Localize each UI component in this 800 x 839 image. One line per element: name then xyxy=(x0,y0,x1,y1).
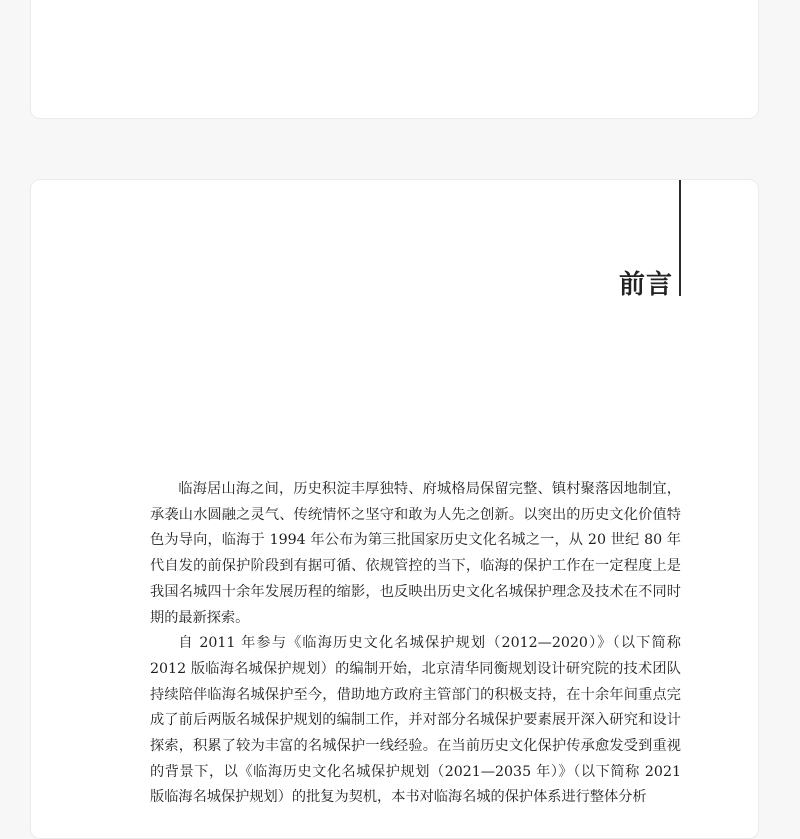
document-page xyxy=(30,179,759,839)
heading-vertical-rule xyxy=(679,180,681,296)
paragraph-1: 临海居山海之间，历史积淀丰厚独特、府城格局保留完整、镇村聚落因地制宜，承袭山水圆融之灵气、传统情怀之坚守和敢为人先之创新。以突出的历史文化价值特色为导向，临海于 1994 年公布为第三批国家历史文化名城之一，从 20 世纪 80 年代自发的前保护阶段到有据可循、依规管控的当下，临海的保护工作在一定程度上是我国名城四十余年发展历程的缩影，也反映出历史文化名城保护理念及技术在不同时期的最新探索。 xyxy=(150,481,681,626)
section-title: 前言 xyxy=(618,270,673,300)
scrollbar[interactable] xyxy=(790,0,800,800)
section-heading xyxy=(31,180,683,300)
paragraph-2: 自 2011 年参与《临海历史文化名城保护规划（2012—2020）》（以下简称 2012 版临海名城保护规划）的编制开始，北京清华同衡规划设计研究院的技术团队持续陪伴临海名城保护至今，借助地方政府主管部门的积极支持，在十余年间重点完成了前后两版名城保护规划的编制工作，并对部分名城保护要素展开深入研究和设计探索，积累了较为丰富的名城保护一线经验。在当前历史文化保护传承愈发受到重视的背景下，以《临海历史文化名城保护规划（2021—2035 年）》（以下简称 2021 版临海名城保护规划）的批复为契机，本书对临海名城的保护体系进行整体分析 xyxy=(150,635,681,806)
previous-page xyxy=(30,0,759,119)
body-text xyxy=(150,477,681,811)
